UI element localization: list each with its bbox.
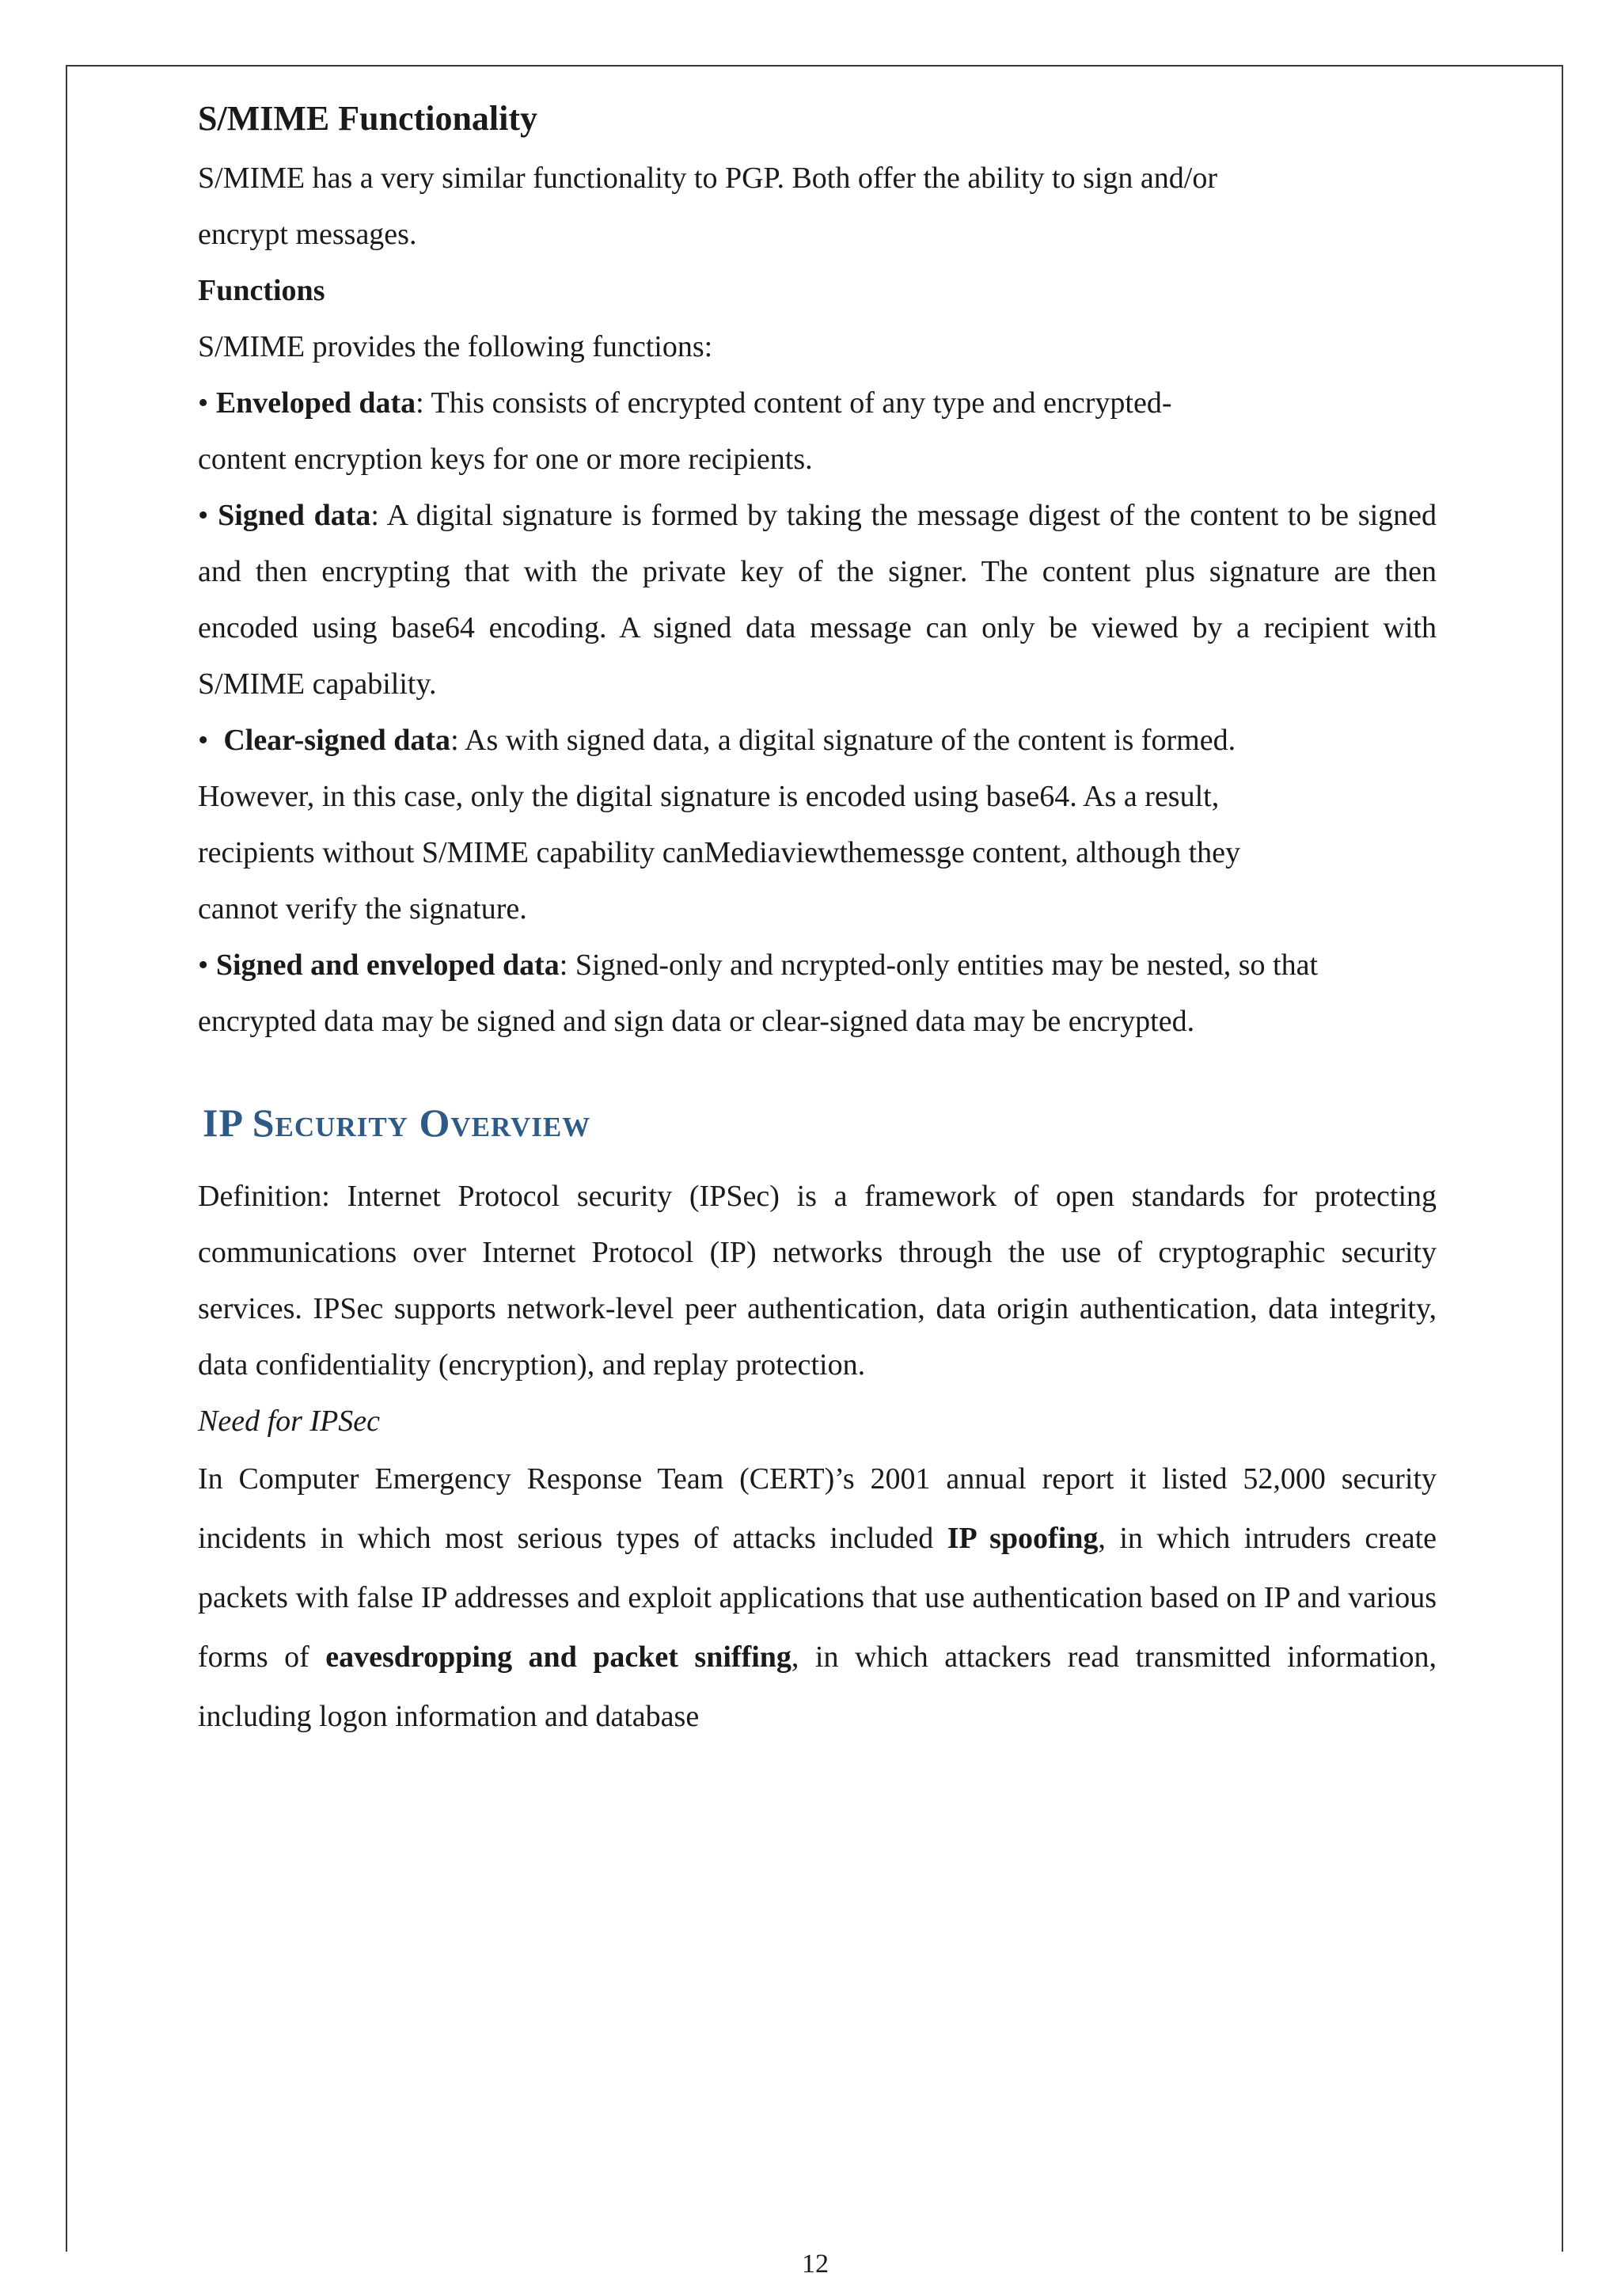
bullet-term: Signed and enveloped data [215,948,560,982]
term-eavesdropping: eavesdropping and packet sniffing [325,1640,792,1674]
functions-intro: S/MIME provides the following functions: [198,330,713,363]
bullet-text: : As with signed data, a digital signature of the content is formed. [450,724,1236,757]
bullet-marker: • [198,724,209,757]
functions-heading: Functions [198,274,325,307]
bullet-clear-signed-line4: cannot verify the signature. [198,892,527,926]
bullet-text: : This consists of encrypted content of any type and encrypted- [416,386,1172,420]
bullet-marker: • [198,948,209,982]
bullet-marker: • [198,499,209,532]
bullet-term: Enveloped data [215,386,416,420]
smime-intro-line1: S/MIME has a very similar functionality to PGP. Both offer the ability to sign and/or [198,162,1217,195]
need-for-ipsec-heading: Need for IPSec [198,1405,381,1438]
need-text-part2: , in which intruders create packets with false IP addresses and exploit applications that use authentication based on IP and various forms of [198,1522,1437,1674]
section-title-ip-security: IP Security Overview [203,1100,591,1145]
bullet-clear-signed-line3: recipients without S/MIME capability canMediaviewthemessge content, although they [198,836,1241,869]
bullet-clear-signed-data [198,713,1437,769]
bullet-term: Clear-signed data [223,724,451,757]
bullet-signed-data [198,488,1437,713]
section-title-smime: S/MIME Functionality [198,99,538,138]
smime-intro-line2: encrypt messages. [198,218,417,251]
bullet-enveloped-data-cont: content encryption keys for one or more recipients. [198,443,813,476]
term-ip-spoofing: IP spoofing [947,1522,1099,1555]
need-text-part1: In Computer Emergency Response Team (CERT)’s 2001 annual report it listed 52,000 security incidents in which most serious types of attacks included [198,1462,1437,1555]
bullet-marker: • [198,386,209,420]
bullet-term: Signed data [218,499,371,532]
bullet-text: : A digital signature is formed by taking the message digest of the content to be signed and then encrypting that with the private key of the signer. The content plus signature are then encoded using base64 encoding. A signed data message can only be viewed by a recipient with S/MIME capability. [198,499,1437,701]
bullet-signed-enveloped-data [198,937,1437,994]
ipsec-definition: Definition: Internet Protocol security (IPSec) is a framework of open standards for protecting communications over Internet Protocol (IP) networks through the use of cryptographic security services. IPSec supports network-level peer authentication, data origin authentication, data integrity, data confidentiality (encryption), and replay protection. [198,1180,1437,1382]
page-number: 12 [802,2249,829,2279]
need-text-part3: , in which attackers read transmitted information, including logon information and database [198,1640,1437,1733]
bullet-text: : Signed-only and ncrypted-only entities may be nested, so that [559,948,1319,982]
page-content [198,87,1437,1747]
bullet-enveloped-data [198,375,1437,431]
need-for-ipsec-paragraph [198,1450,1437,1747]
bullet-signed-enveloped-line2: encrypted data may be signed and sign data or clear-signed data may be encrypted. [198,1005,1195,1038]
bullet-clear-signed-line2: However, in this case, only the digital signature is encoded using base64. As a result, [198,780,1220,813]
